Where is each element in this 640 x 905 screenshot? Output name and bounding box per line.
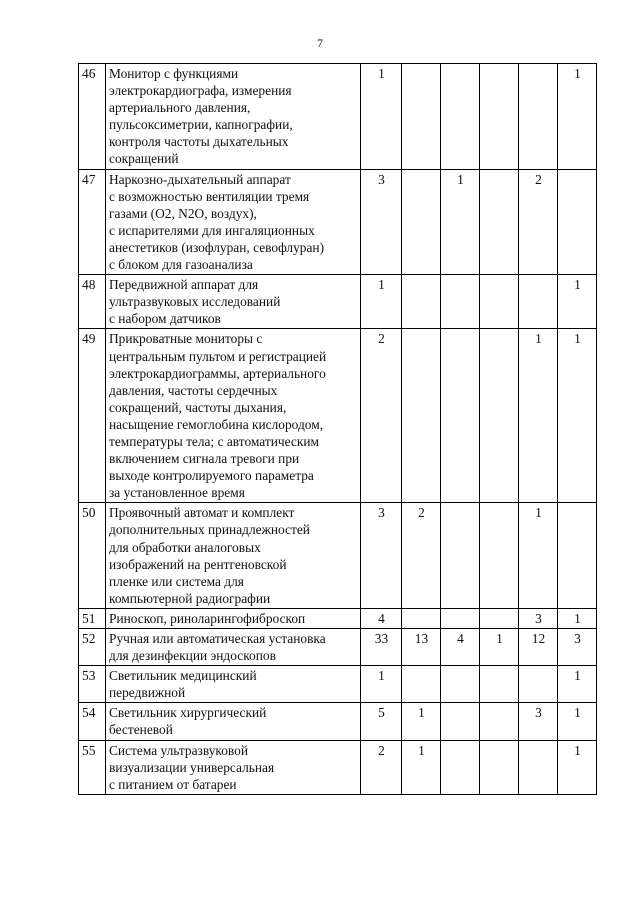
- quantity-cell-4: [480, 666, 519, 703]
- quantity-cell-2: 1: [402, 740, 441, 794]
- equipment-name: Передвижной аппарат для ультразвуковых исследований с набором датчиков: [109, 277, 281, 327]
- equipment-table: [78, 63, 597, 795]
- quantity-cell-5: 3: [519, 608, 558, 628]
- quantity-cell-4: 1: [480, 629, 519, 666]
- table-row: [79, 740, 597, 794]
- table-row: [79, 64, 597, 170]
- equipment-name: Система ультразвуковой визуализации универсальная с питанием от батареи: [109, 742, 275, 792]
- quantity-cell-5: 2: [519, 169, 558, 275]
- row-number: 51: [79, 608, 106, 628]
- quantity-cell-4: [480, 740, 519, 794]
- row-number: 49: [79, 329, 106, 503]
- quantity-cell-3: [441, 740, 480, 794]
- equipment-name: Прикроватные мониторы с центральным пультом и регистрацией электрокардиограммы, артериального давления, частоты сердечных сокращений, частоты дыхания, насыщение гемоглобина кислородом, температуры тела; с автоматическим включением сигнала тревоги при выходе контролируемого параметра за установленное время: [109, 331, 327, 501]
- equipment-name-cell: [106, 503, 361, 609]
- quantity-cell-5: [519, 666, 558, 703]
- equipment-name: Проявочный автомат и комплект дополнительных принадлежностей для обработки аналоговых изображений на рентгеновской пленке или система для компьютерной радиографии: [109, 505, 310, 606]
- equipment-name: Ручная или автоматическая установка для дезинфекции эндоскопов: [109, 631, 326, 664]
- quantity-cell-2: [402, 275, 441, 329]
- quantity-cell-1: 3: [361, 503, 402, 609]
- quantity-cell-4: [480, 64, 519, 170]
- table-row: [79, 629, 597, 666]
- quantity-cell-6: 1: [558, 608, 597, 628]
- quantity-cell-2: [402, 608, 441, 628]
- page-number: 7: [317, 36, 323, 50]
- quantity-cell-5: 12: [519, 629, 558, 666]
- table-body: [79, 64, 597, 795]
- table-row: [79, 666, 597, 703]
- row-number: 55: [79, 740, 106, 794]
- quantity-cell-1: 3: [361, 169, 402, 275]
- quantity-cell-3: [441, 275, 480, 329]
- equipment-name-cell: [106, 666, 361, 703]
- quantity-cell-6: [558, 169, 597, 275]
- quantity-cell-3: [441, 329, 480, 503]
- quantity-cell-4: [480, 169, 519, 275]
- quantity-cell-5: 1: [519, 329, 558, 503]
- table-row: [79, 169, 597, 275]
- quantity-cell-1: 1: [361, 64, 402, 170]
- row-number: 54: [79, 703, 106, 740]
- quantity-cell-6: 1: [558, 275, 597, 329]
- quantity-cell-1: 2: [361, 740, 402, 794]
- quantity-cell-3: [441, 608, 480, 628]
- quantity-cell-5: [519, 740, 558, 794]
- quantity-cell-6: 3: [558, 629, 597, 666]
- table-row: [79, 275, 597, 329]
- equipment-name-cell: [106, 169, 361, 275]
- quantity-cell-4: [480, 329, 519, 503]
- quantity-cell-6: 1: [558, 703, 597, 740]
- row-number: 53: [79, 666, 106, 703]
- quantity-cell-5: 3: [519, 703, 558, 740]
- quantity-cell-1: 4: [361, 608, 402, 628]
- table-row: [79, 608, 597, 628]
- quantity-cell-1: 5: [361, 703, 402, 740]
- quantity-cell-2: [402, 169, 441, 275]
- quantity-cell-6: 1: [558, 329, 597, 503]
- equipment-name-cell: [106, 740, 361, 794]
- equipment-name-cell: [106, 629, 361, 666]
- quantity-cell-3: 1: [441, 169, 480, 275]
- equipment-name: Монитор с функциями электрокардиографа, измерения артериального давления, пульсоксиметрии, капнографии, контроля частоты дыхательных сокращений: [109, 66, 293, 167]
- quantity-cell-1: 33: [361, 629, 402, 666]
- equipment-name-cell: [106, 64, 361, 170]
- quantity-cell-5: 1: [519, 503, 558, 609]
- quantity-cell-1: 2: [361, 329, 402, 503]
- row-number: 50: [79, 503, 106, 609]
- equipment-name-cell: [106, 608, 361, 628]
- quantity-cell-4: [480, 703, 519, 740]
- table-row: [79, 703, 597, 740]
- quantity-cell-3: [441, 703, 480, 740]
- row-number: 48: [79, 275, 106, 329]
- quantity-cell-2: [402, 64, 441, 170]
- quantity-cell-1: 1: [361, 275, 402, 329]
- quantity-cell-2: 1: [402, 703, 441, 740]
- quantity-cell-5: [519, 275, 558, 329]
- equipment-name: Риноскоп, риноларингофиброскоп: [109, 610, 306, 626]
- quantity-cell-2: [402, 329, 441, 503]
- quantity-cell-5: [519, 64, 558, 170]
- row-number: 47: [79, 169, 106, 275]
- row-number: 46: [79, 64, 106, 170]
- quantity-cell-1: 1: [361, 666, 402, 703]
- quantity-cell-4: [480, 503, 519, 609]
- equipment-name-cell: [106, 703, 361, 740]
- equipment-name: Наркозно-дыхательный аппарат с возможностью вентиляции тремя газами (O2, N2O, воздух), с испарителями для ингаляционных анестетиков (изофлуран, севофлуран) с блоком для газоанализа: [109, 171, 325, 273]
- table-row: [79, 329, 597, 503]
- quantity-cell-6: 1: [558, 740, 597, 794]
- quantity-cell-2: 2: [402, 503, 441, 609]
- equipment-name: Светильник хирургический бестеневой: [109, 705, 267, 738]
- quantity-cell-3: [441, 503, 480, 609]
- quantity-cell-3: [441, 64, 480, 170]
- row-number: 52: [79, 629, 106, 666]
- table-row: [79, 503, 597, 609]
- quantity-cell-6: [558, 503, 597, 609]
- quantity-cell-3: [441, 666, 480, 703]
- quantity-cell-2: 13: [402, 629, 441, 666]
- equipment-name: Светильник медицинский передвижной: [109, 668, 257, 701]
- quantity-cell-4: [480, 608, 519, 628]
- quantity-cell-4: [480, 275, 519, 329]
- quantity-cell-2: [402, 666, 441, 703]
- quantity-cell-3: 4: [441, 629, 480, 666]
- quantity-cell-6: 1: [558, 666, 597, 703]
- equipment-name-cell: [106, 329, 361, 503]
- equipment-name-cell: [106, 275, 361, 329]
- quantity-cell-6: 1: [558, 64, 597, 170]
